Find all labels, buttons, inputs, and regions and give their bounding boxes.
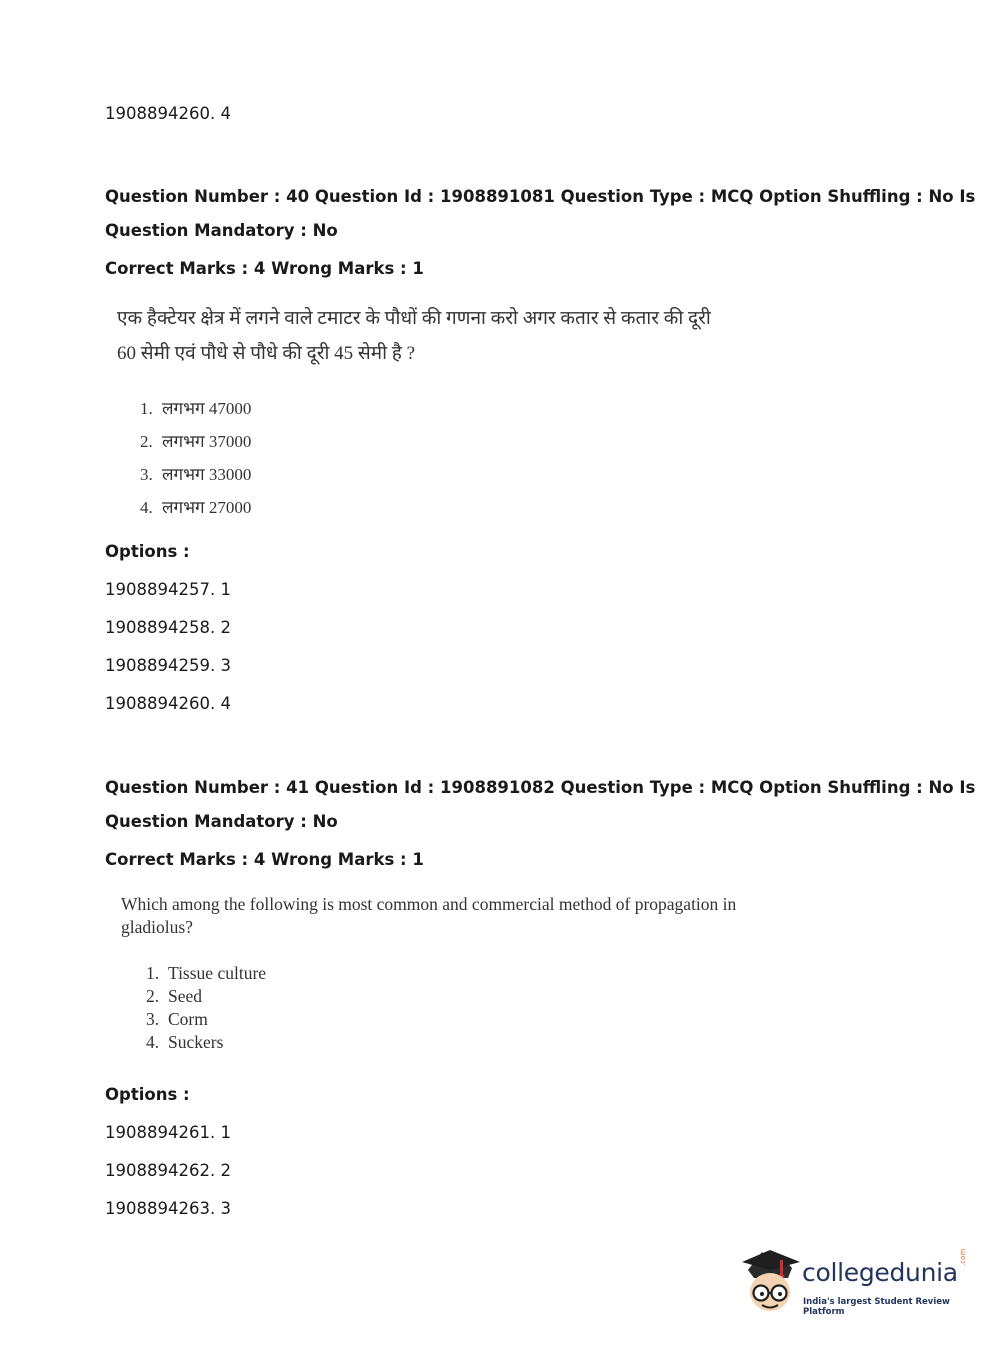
choice-text: Tissue culture	[168, 963, 267, 983]
choice-number: 4.	[140, 498, 153, 517]
q41-options-label: Options :	[105, 1085, 190, 1104]
q40-choice	[140, 495, 251, 518]
logo-tagline: India's largest Student Review Platform	[803, 1297, 950, 1317]
choice-text: लगभग 27000	[162, 498, 252, 517]
q41-header: Question Number : 41 Question Id : 1908891082 Question Type : MCQ Option Shuffling : No Is	[105, 778, 976, 797]
q40-options-label: Options :	[105, 542, 190, 561]
q41-marks: Correct Marks : 4 Wrong Marks : 1	[105, 850, 424, 869]
q40-option-id: 1908894257. 1	[105, 580, 231, 599]
choice-text: Seed	[168, 986, 203, 1006]
choice-text: लगभग 47000	[162, 399, 252, 418]
choice-number: 3.	[146, 1009, 160, 1029]
q40-header: Question Number : 40 Question Id : 1908891081 Question Type : MCQ Option Shuffling : No Is	[105, 187, 976, 206]
q40-question-line1: एक हैक्टेयर क्षेत्र में लगने वाले टमाटर के पौधों की गणना करो अगर कतार से कतार की दूरी	[117, 308, 711, 329]
choice-number: 3.	[140, 465, 153, 484]
q41-question-line1: Which among the following is most common and commercial method of propagation in	[121, 894, 737, 914]
q41-mandatory: Question Mandatory : No	[105, 812, 338, 831]
q40-option-id: 1908894260. 4	[105, 694, 231, 713]
q40-marks: Correct Marks : 4 Wrong Marks : 1	[105, 259, 424, 278]
choice-number: 2.	[146, 986, 160, 1006]
choice-number: 1.	[140, 399, 153, 418]
logo-wordmark: collegedunia	[802, 1258, 958, 1287]
q41-choice	[146, 986, 202, 1007]
q41-choice	[146, 963, 266, 984]
q40-choice	[140, 429, 251, 452]
choice-number: 4.	[146, 1032, 160, 1052]
q40-mandatory: Question Mandatory : No	[105, 221, 338, 240]
q41-choice	[146, 1032, 223, 1053]
q40-choice	[140, 462, 251, 485]
choice-text: लगभग 33000	[162, 465, 252, 484]
mascot-icon	[740, 1248, 802, 1320]
q40-question-line2: 60 सेमी एवं पौधे से पौधे की दूरी 45 सेमी है ?	[117, 343, 416, 364]
q40-option-id: 1908894259. 3	[105, 656, 231, 675]
choice-text: लगभग 37000	[162, 432, 252, 451]
collegedunia-logo	[740, 1248, 980, 1320]
q41-question-line2: gladiolus?	[121, 917, 193, 937]
q41-option-id: 1908894262. 2	[105, 1161, 231, 1180]
q41-option-id: 1908894263. 3	[105, 1199, 231, 1218]
choice-number: 1.	[146, 963, 160, 983]
q40-option-id: 1908894258. 2	[105, 618, 231, 637]
q41-choice	[146, 1009, 208, 1030]
choice-text: Corm	[168, 1009, 208, 1029]
choice-number: 2.	[140, 432, 153, 451]
q40-choice	[140, 396, 251, 419]
choice-text: Suckers	[168, 1032, 224, 1052]
previous-option: 1908894260. 4	[105, 104, 231, 123]
logo-suffix: .com	[959, 1248, 967, 1266]
q41-option-id: 1908894261. 1	[105, 1123, 231, 1142]
